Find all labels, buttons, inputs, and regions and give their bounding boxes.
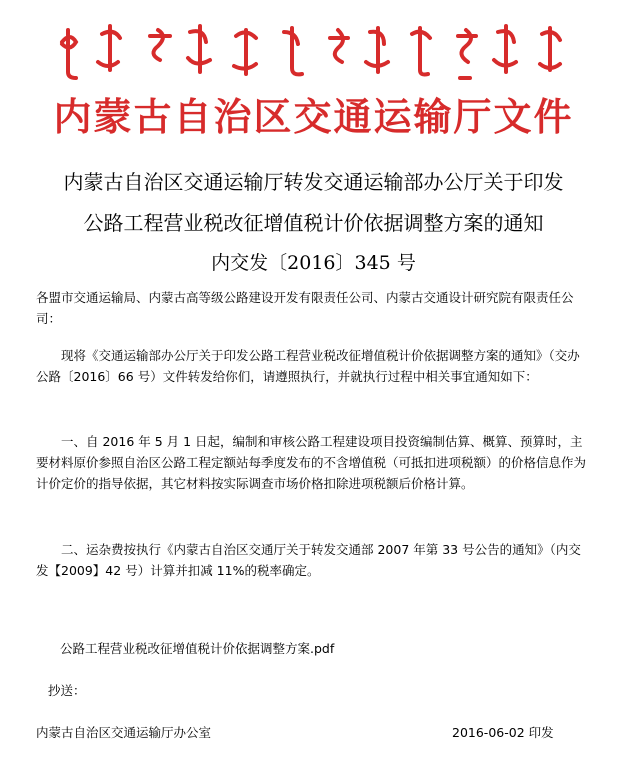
paragraph-item-1: 一、自 2016 年 5 月 1 日起，编制和审核公路工程建设项目投资编制估算、概算、预算时，主要材料原价参照自治区公路工程定额站每季度发布的不含增值税（可抵扣进项税额）的价格信息作为计价定价的指导依据，其它材料按实际调查市场价格扣除进项税额后价格计算。	[36, 434, 587, 491]
attachment-link[interactable]: 公路工程营业税改征增值税计价依据调整方案.pdf	[60, 641, 335, 656]
notice-title-line-2: 公路工程营业税改征增值税计价依据调整方案的通知	[83, 211, 544, 235]
paragraph-intro: 现将《交通运输部办公厅关于印发公路工程营业税改征增值税计价依据调整方案的通知》（交办公路〔2016〕66 号）文件转发给你们，请遵照执行，并就执行过程中相关事宜通知如下：	[36, 348, 580, 384]
addressee: 各盟市交通运输局、内蒙古高等级公路建设开发有限责任公司、内蒙古交通设计研究院有限责任公司：	[36, 290, 574, 326]
header-title: 内蒙古自治区交通运输厅文件	[53, 94, 574, 139]
issue-date: 2016-06-02 印发	[452, 725, 554, 740]
cc-label: 抄送：	[48, 683, 86, 698]
document-number: 内交发〔2016〕345 号	[211, 252, 416, 274]
paragraph-item-2: 二、运杂费按执行《内蒙古自治区交通厅关于转发交通部 2007 年第 33 号公告的通知》（内交发【2009】42 号）计算并扣减 11%的税率确定。	[36, 542, 581, 578]
notice-title-line-1: 内蒙古自治区交通运输厅转发交通运输部办公厅关于印发	[63, 170, 564, 194]
sender-office: 内蒙古自治区交通运输厅办公室	[36, 725, 212, 740]
mongolian-script-header	[40, 12, 580, 84]
